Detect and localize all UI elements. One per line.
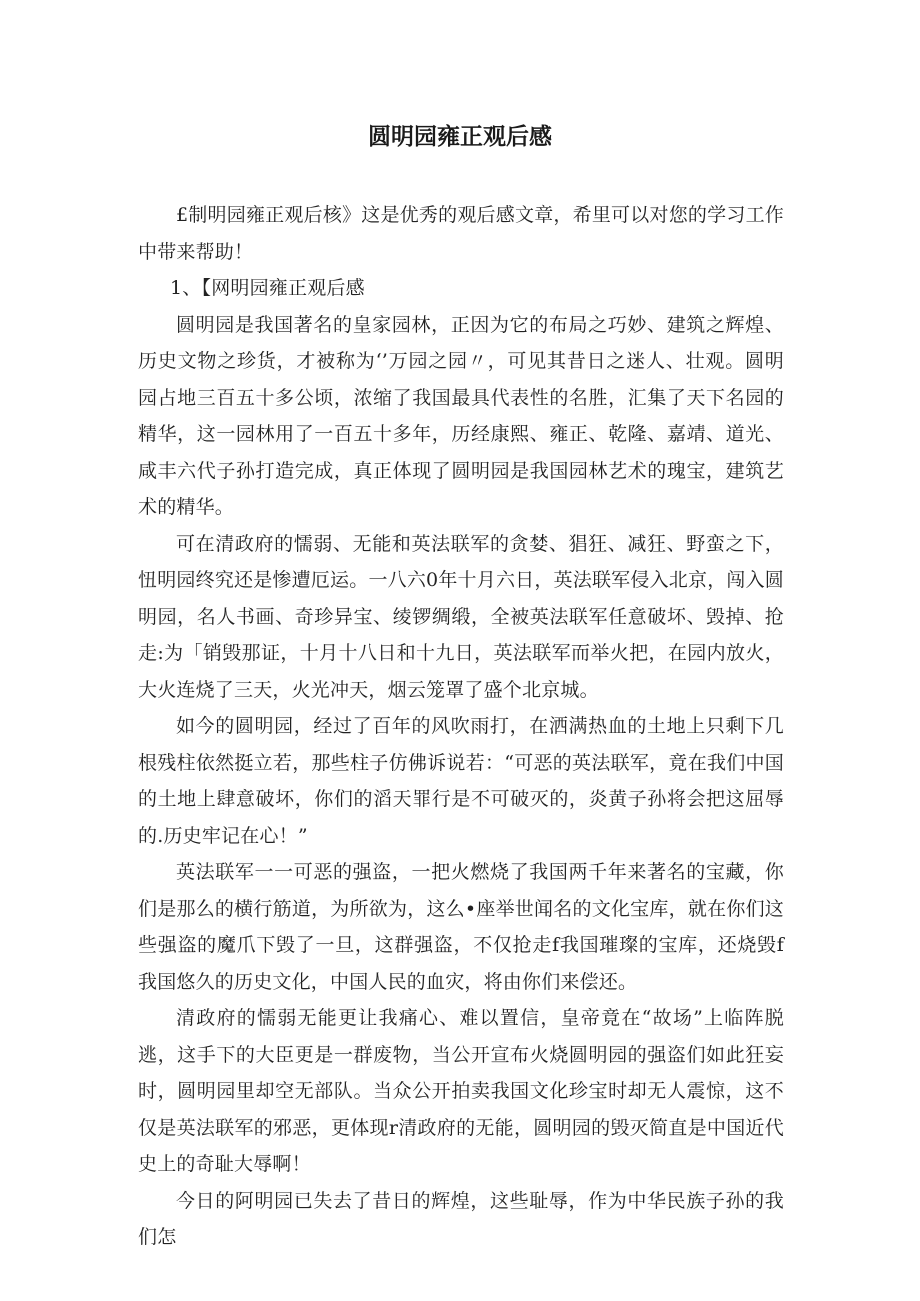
body-paragraph: 今日的阿明园已失去了昔日的辉煌，这些耻辱，作为中华民族子孙的我们怎	[138, 1189, 784, 1248]
body-paragraph: 圆明园是我国著名的皇家园林，正因为它的布局之巧妙、建筑之辉煌、历史文物之珍货，才被称为‘’万园之园〃，可见其昔日之迷人、壮观。圆明园占地三百五十多公顷，浓缩了我国最具代表性的名胜，汇集了天下名园的精华，这一园林用了一百五十多年，历经康熙、雍正、乾隆、嘉靖、道光、咸丰六代子孙打造完成，真正体现了圆明园是我国园林艺术的瑰宝，建筑艺术的精华。	[138, 313, 784, 518]
body-paragraph: 如今的圆明园，经过了百年的风吹雨打，在洒满热血的土地上只剩下几根残柱依然挺立若，那些柱子仿佛诉说若：“可恶的英法联军，竟在我们中国的土地上肆意破坏，你们的滔天罪行是不可破灭的，炎黄子孙将会把这屈辱的.历史牢记在心！”	[138, 715, 784, 847]
body-paragraph: 英法联军一一可恶的强盗，一把火燃烧了我国两千年来著名的宝藏，你们是那么的横行筋道，为所欲为，这么•座举世闻名的文化宝库，就在你们这些强盗的魔爪下毁了一旦，这群强盗，不仅抢走f我国璀璨的宝库，还烧毁f我国悠久的历史文化，中国人民的血灾，将由你们来偿还。	[138, 861, 784, 993]
intro-paragraph: £制明园雍正观后核》这是优秀的观后感文章，希里可以对您的学习工作中带来帮助！	[138, 204, 784, 263]
section-heading: 1、【网明园雍正观后感	[170, 277, 365, 299]
document-body	[138, 197, 784, 1256]
body-paragraph: 可在清政府的懦弱、无能和英法联军的贪婪、猖狂、减狂、野蛮之下，忸明园终究还是惨遭厄运。一八六0年十月六日，英法联军侵入北京，闯入圆明园，名人书画、奇珍异宝、绫锣绸缎，全被英法联军任意破坏、毁掉、抢走:为「销毁那证，十月十八日和十九日，英法联军而举火把，在园内放火，大火连烧了三天，火光冲天，烟云笼罩了盛个北京城。	[138, 532, 784, 701]
body-paragraph: 清政府的懦弱无能更让我痛心、难以置信，皇帝竟在“故场”上临阵脱逃，这手下的大臣更是一群废物，当公开宣布火烧圆明园的强盗们如此狂妄时，圆明园里却空无部队。当众公开拍卖我国文化珍宝时却无人震惊，这不仅是英法联军的邪恶，更体现r清政府的无能，圆明园的毁灭简直是中国近代史上的奇耻大辱啊！	[138, 1007, 784, 1175]
document-title: 圆明园雍正观后感	[368, 124, 552, 150]
